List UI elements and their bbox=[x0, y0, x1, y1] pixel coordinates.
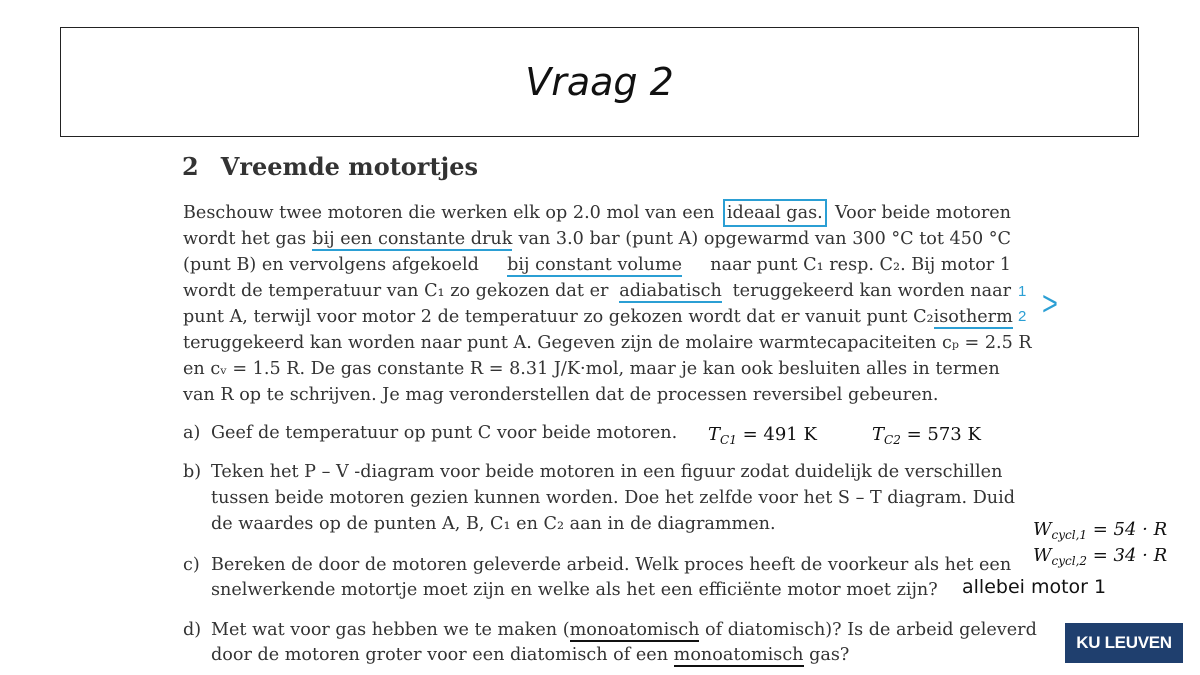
section-title: Vreemde motortjes bbox=[220, 152, 478, 181]
answer-tc2 bbox=[872, 424, 981, 447]
question-b bbox=[183, 462, 211, 482]
paragraph-line-7: en cᵥ = 1.5 R. De gas constante R = 8.31 J/K·mol, maar je kan ook besluiten alles in termen bbox=[183, 359, 1000, 379]
question-label: a) bbox=[183, 423, 201, 443]
text-span: Voor beide motoren bbox=[835, 203, 1011, 223]
question-label: b) bbox=[183, 462, 202, 482]
question-a bbox=[183, 423, 677, 443]
ann-base: W bbox=[1033, 545, 1052, 566]
text-span: Met wat voor gas hebben we te maken ( bbox=[211, 620, 570, 640]
section-heading bbox=[182, 152, 478, 181]
text-span: naar punt C₁ resp. C₂. Bij motor 1 bbox=[710, 255, 1011, 275]
paragraph-line-3 bbox=[183, 255, 1011, 277]
ann-sub: C2 bbox=[884, 433, 901, 447]
slide-title: Vraag 2 bbox=[525, 60, 674, 104]
ann-sub: C1 bbox=[720, 433, 737, 447]
answer-w2 bbox=[1033, 545, 1167, 568]
paragraph-line-6: teruggekeerd kan worden naar punt A. Gegeven zijn de molaire warmtecapaciteiten cₚ = 2.5 R bbox=[183, 333, 1032, 353]
text-span: teruggekeerd kan worden naar bbox=[732, 281, 1011, 301]
answer-w1 bbox=[1033, 519, 1167, 542]
question-label: c) bbox=[183, 555, 200, 575]
annotation-number-2: 2 bbox=[1018, 308, 1027, 325]
paragraph-line-1 bbox=[183, 203, 1011, 223]
chevron-right-icon: > bbox=[1041, 285, 1058, 323]
question-c-line-2: snelwerkende motortje moet zijn en welke als het een efficiënte motor moet zijn? bbox=[211, 580, 938, 600]
ann-base: T bbox=[872, 424, 885, 445]
annotation-number-1: 1 bbox=[1018, 283, 1027, 300]
text-span: of diatomisch)? Is de arbeid geleverd bbox=[705, 620, 1037, 640]
section-number: 2 bbox=[182, 152, 199, 181]
ann-base: T bbox=[708, 424, 721, 445]
question-d-line-2 bbox=[211, 645, 849, 665]
underline-constant-volume: bij constant volume bbox=[507, 255, 683, 275]
underline-monoatomisch-2: monoatomisch bbox=[673, 645, 804, 665]
answer-tc1 bbox=[708, 424, 817, 447]
underline-monoatomisch: monoatomisch bbox=[569, 620, 700, 640]
question-b-line-1: Teken het P – V -diagram voor beide motoren in een figuur zodat duidelijk de verschillen bbox=[211, 462, 1003, 482]
slide-title-box bbox=[60, 27, 1139, 137]
question-text: Geef de temperatuur op punt C voor beide motoren. bbox=[211, 423, 678, 443]
question-c bbox=[183, 555, 211, 575]
question-b-line-2: tussen beide motoren gezien kunnen worden. Doe het zelfde voor het S – T diagram. Duid bbox=[211, 488, 1016, 508]
text-span: punt A, terwijl voor motor 2 de temperatuur zo gekozen wordt dat er vanuit punt C₂ bbox=[183, 307, 934, 327]
text-span: wordt de temperatuur van C₁ zo gekozen dat er bbox=[183, 281, 609, 301]
text-span: Beschouw twee motoren die werken elk op 2.0 mol van een bbox=[183, 203, 715, 223]
text-span: door de motoren groter voor een diatomisch of een bbox=[211, 645, 669, 665]
ann-rest: = 491 K bbox=[736, 424, 817, 445]
question-d bbox=[183, 620, 211, 640]
question-label: d) bbox=[183, 620, 202, 640]
question-b-line-3: de waardes op de punten A, B, C₁ en C₂ aan in de diagrammen. bbox=[211, 514, 776, 534]
text-span: van 3.0 bar (punt A) opgewarmd van 300 °C tot 450 °C bbox=[518, 229, 1011, 249]
text-span: (punt B) en vervolgens afgekoeld bbox=[183, 255, 479, 275]
text-span: wordt het gas bbox=[183, 229, 307, 249]
ann-base: W bbox=[1033, 519, 1052, 540]
paragraph-line-4 bbox=[183, 281, 1011, 303]
highlight-ideaal-gas: ideaal gas. bbox=[726, 203, 823, 223]
underline-isotherm: isotherm bbox=[933, 307, 1013, 327]
paragraph-line-2 bbox=[183, 229, 1011, 251]
question-d-line-1 bbox=[211, 620, 1037, 640]
underline-constante-druk: bij een constante druk bbox=[312, 229, 513, 249]
ann-sub: cycl,2 bbox=[1051, 554, 1088, 568]
ann-sub: cycl,1 bbox=[1051, 528, 1088, 542]
underline-adiabatisch: adiabatisch bbox=[619, 281, 722, 301]
ann-rest: = 34 · R bbox=[1087, 545, 1168, 566]
text-span: gas? bbox=[809, 645, 850, 665]
paragraph-line-8: van R op te schrijven. Je mag veronderstellen dat de processen reversibel gebeuren. bbox=[183, 385, 939, 405]
ann-rest: = 54 · R bbox=[1087, 519, 1168, 540]
paragraph-line-5 bbox=[183, 307, 1011, 329]
answer-allebei: allebei motor 1 bbox=[962, 576, 1107, 598]
ku-leuven-logo: KU LEUVEN bbox=[1065, 623, 1183, 663]
question-c-line-1: Bereken de door de motoren geleverde arbeid. Welk proces heeft de voorkeur als het een bbox=[211, 555, 1012, 575]
ann-rest: = 573 K bbox=[900, 424, 981, 445]
